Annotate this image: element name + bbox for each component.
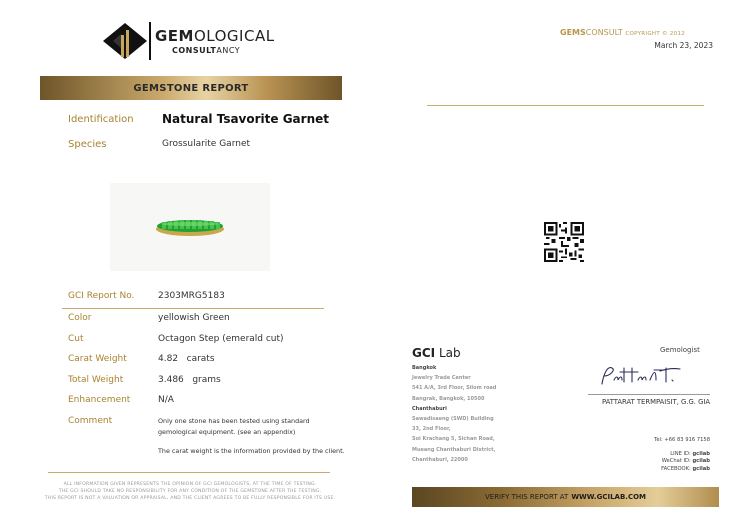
comment-line: gemological equipment. (see an appendix): [158, 428, 296, 436]
lab-title: GCI Lab: [412, 346, 461, 360]
address-line: Jewelry Trade Center: [412, 375, 471, 382]
contact-info: [590, 437, 710, 473]
identification-label: Identification: [68, 114, 134, 125]
signature-line: [588, 394, 710, 395]
signature: [596, 362, 686, 390]
report-title-band: GEMSTONE REPORT: [40, 76, 342, 100]
enhancement-value: N/A: [158, 395, 174, 405]
verify-banner: [412, 487, 719, 507]
contact-tel: Tel: +66 83 916 7158: [654, 437, 710, 443]
gemologist-title: Gemologist: [660, 346, 700, 354]
contact-facebook: FACEBOOK: gcilab: [661, 465, 710, 472]
logo-brand: GEMOLOGICAL: [155, 27, 275, 45]
gci-logo-icon: [103, 22, 151, 60]
gemologist-name: PATTARAT TERMPAISIT, G.G. GIA: [601, 398, 710, 406]
gemstone-photo: [110, 183, 270, 271]
comment-value: [158, 416, 373, 457]
cut-label: Cut: [68, 334, 84, 344]
color-value: yellowish Green: [158, 313, 230, 323]
enhancement-label: Enhancement: [68, 395, 131, 405]
cut-value: Octagon Step (emerald cut): [158, 334, 284, 344]
verify-text: VERIFY THIS REPORT AT: [484, 493, 569, 501]
address-line: Chanthaburi, 22000: [412, 456, 468, 463]
report-date: March 23, 2023: [654, 41, 713, 50]
city-heading: Bangkok: [412, 365, 437, 371]
comment-line: Only one stone has been tested using standard: [158, 417, 310, 425]
report-no-value: 2303MRG5183: [158, 291, 225, 301]
report-no-label: GCI Report No.: [68, 291, 135, 301]
color-label: Color: [68, 313, 92, 323]
divider: [48, 472, 330, 473]
address-line: Bangrak, Bangkok, 10500: [412, 395, 485, 402]
comment-label: Comment: [68, 416, 113, 426]
divider: [427, 105, 704, 106]
qr-code-icon: [544, 222, 584, 262]
total-weight-value: 3.486 grams: [158, 375, 221, 385]
comment-line: The carat weight is the information provided by the client.: [158, 447, 345, 455]
total-weight-label: Total Weight: [68, 375, 124, 385]
divider: [62, 308, 324, 309]
disclaimer-line: THE GCI SHOULD TAKE NO RESPONSIBILITY FOR ANY CONDITION OF THE GEMSTONE AFTER THE TESTING.: [58, 489, 322, 494]
contact-wechat: WeChat ID: gcilab: [661, 458, 710, 464]
gemsconsult-brand: GEMSCONSULT COPYRIGHT © 2012: [560, 28, 686, 37]
address-line: Soi Krachang 5, Sichan Road,: [412, 436, 495, 443]
city-heading: Chanthaburi: [412, 405, 447, 412]
species-value: Grossularite Garnet: [162, 139, 251, 149]
disclaimer-line: ALL INFORMATION GIVEN REPRESENTS THE OPINION OF GCI GEMOLOGISTS, AT THE TIME OF TESTING.: [63, 482, 317, 487]
lab-addresses: [412, 363, 496, 465]
emerald-ring-icon: [110, 183, 270, 271]
species-label: Species: [68, 139, 107, 150]
carat-weight-label: Carat Weight: [68, 354, 127, 364]
disclaimer-line: THIS REPORT IS NOT A VALUATION OR APPRAISAL, AND THE CLIENT AGREES TO BE FULLY RESPONSIBLE FOR ITS USE.: [44, 496, 336, 501]
address-line: 541 A/A, 3rd Floor, Silom road: [412, 385, 497, 392]
logo-subtitle: CONSULTANCY: [172, 46, 241, 55]
disclaimer: [40, 481, 340, 502]
address-line: 33, 2nd Floor,: [412, 426, 451, 433]
address-line: Mueang Chanthaburi District,: [412, 446, 496, 453]
verify-url-link[interactable]: WWW.GCILAB.COM: [571, 493, 646, 501]
identification-value: Natural Tsavorite Garnet: [162, 112, 329, 126]
contact-line: LINE ID: gcilab: [670, 450, 710, 457]
carat-weight-value: 4.82 carats: [158, 354, 215, 364]
address-line: Sawadisaeng (SWD) Building: [412, 416, 494, 423]
